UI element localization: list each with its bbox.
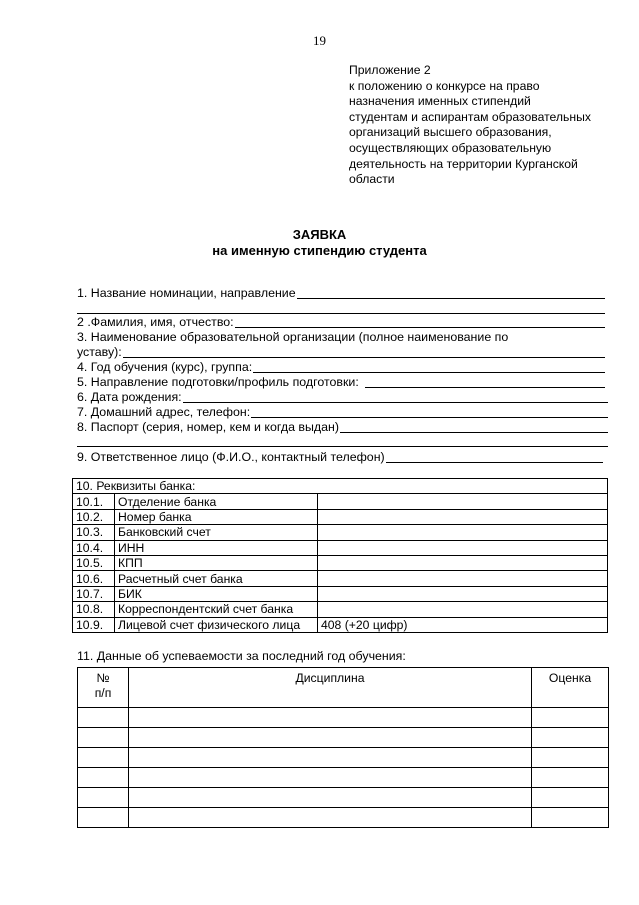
table-row <box>78 728 609 748</box>
page-number: 19 <box>313 33 326 48</box>
grades-cell-grade[interactable] <box>532 808 609 828</box>
bank-row-label: БИК <box>115 586 318 601</box>
bank-row-value[interactable] <box>318 525 608 540</box>
table-row <box>78 788 609 808</box>
table-row <box>73 602 608 617</box>
field-nomination-label: 1. Название номинации, направление <box>77 286 296 300</box>
grades-cell-discipline[interactable] <box>129 788 532 808</box>
field-organization-charter-label: уставу): <box>77 345 122 359</box>
appendix-line: Приложение 2 <box>349 63 431 77</box>
field-passport-label: 8. Паспорт (серия, номер, кем и когда выдан) <box>77 420 339 434</box>
grades-col-number-line1: № <box>96 671 110 685</box>
bank-row-number: 10.1. <box>73 494 115 509</box>
appendix-line: к положению о конкурсе на право <box>349 78 540 93</box>
title-main: ЗАЯВКА <box>292 227 347 242</box>
table-row <box>78 808 609 828</box>
grades-cell-number[interactable] <box>78 748 129 768</box>
table-row <box>73 525 608 540</box>
grades-col-number-line2: п/п <box>94 686 112 700</box>
bank-row-label: Лицевой счет физического лица <box>115 617 318 632</box>
bank-row-number: 10.7. <box>73 586 115 601</box>
table-row <box>73 494 608 509</box>
grades-cell-grade[interactable] <box>532 768 609 788</box>
field-full-name[interactable] <box>77 315 605 330</box>
appendix-line: осуществляющих образовательную <box>349 140 552 155</box>
field-organization-label: 3. Наименование образовательной организации (полное наименование по <box>77 330 509 344</box>
bank-row-label: Корреспондентский счет банка <box>115 602 318 617</box>
table-row <box>73 555 608 570</box>
bank-row-value[interactable]: 408 (+20 цифр) <box>318 617 608 632</box>
appendix-line: деятельность на территории Курганской <box>349 156 578 171</box>
grades-cell-number[interactable] <box>78 708 129 728</box>
field-passport-extra-line[interactable] <box>77 446 608 447</box>
grades-header-row <box>78 668 609 708</box>
field-birth-date-label: 6. Дата рождения: <box>77 390 182 404</box>
field-study-direction[interactable] <box>77 375 605 390</box>
bank-row-label: Банковский счет <box>115 525 318 540</box>
field-responsible-person-label: 9. Ответственное лицо (Ф.И.О., контактный телефон) <box>77 450 385 464</box>
grades-cell-discipline[interactable] <box>129 728 532 748</box>
table-row <box>78 768 609 788</box>
grades-caption: 11. Данные об успеваемости за последний год обучения: <box>77 649 406 663</box>
grades-cell-discipline[interactable] <box>129 708 532 728</box>
bank-row-label: Номер банка <box>115 509 318 524</box>
grades-cell-number[interactable] <box>78 768 129 788</box>
bank-row-value[interactable] <box>318 571 608 586</box>
table-row <box>78 708 609 728</box>
bank-header: 10. Реквизиты банка: <box>73 479 608 494</box>
table-row <box>73 571 608 586</box>
grades-table <box>77 667 609 828</box>
appendix-line: назначения именных стипендий <box>349 94 531 109</box>
bank-row-label: ИНН <box>115 540 318 555</box>
bank-row-value[interactable] <box>318 509 608 524</box>
field-home-address[interactable] <box>77 405 608 420</box>
bank-row-label: КПП <box>115 555 318 570</box>
grades-cell-discipline[interactable] <box>129 748 532 768</box>
field-responsible-person[interactable] <box>77 450 603 465</box>
grades-cell-discipline[interactable] <box>129 808 532 828</box>
bank-details-table <box>72 478 608 633</box>
field-year-group[interactable] <box>77 360 605 375</box>
grades-cell-grade[interactable] <box>532 728 609 748</box>
grades-col-number <box>78 668 129 708</box>
field-organization-charter[interactable] <box>77 345 605 360</box>
grades-cell-number[interactable] <box>78 728 129 748</box>
table-row <box>73 586 608 601</box>
bank-row-number: 10.4. <box>73 540 115 555</box>
bank-row-number: 10.3. <box>73 525 115 540</box>
appendix-note <box>349 63 617 188</box>
table-row <box>78 748 609 768</box>
bank-row-label: Отделение банка <box>115 494 318 509</box>
bank-row-value[interactable] <box>318 555 608 570</box>
title-sub: на именную стипендию студента <box>212 243 427 258</box>
table-row <box>73 540 608 555</box>
field-birth-date[interactable] <box>77 390 608 405</box>
bank-row-number: 10.9. <box>73 617 115 632</box>
bank-row-number: 10.6. <box>73 571 115 586</box>
grades-col-discipline: Дисциплина <box>129 668 532 708</box>
bank-header-row <box>73 479 608 494</box>
bank-row-number: 10.8. <box>73 602 115 617</box>
appendix-line: студентам и аспирантам образовательных <box>349 109 591 124</box>
grades-cell-discipline[interactable] <box>129 768 532 788</box>
grades-cell-grade[interactable] <box>532 708 609 728</box>
grades-cell-grade[interactable] <box>532 788 609 808</box>
grades-col-grade: Оценка <box>532 668 609 708</box>
grades-cell-number[interactable] <box>78 808 129 828</box>
bank-row-number: 10.2. <box>73 509 115 524</box>
appendix-line: области <box>349 172 395 187</box>
field-full-name-label: 2 .Фамилия, имя, отчество: <box>77 315 234 329</box>
bank-row-value[interactable] <box>318 540 608 555</box>
grades-cell-number[interactable] <box>78 788 129 808</box>
field-home-address-label: 7. Домашний адрес, телефон: <box>77 405 251 419</box>
appendix-line: организаций высшего образования, <box>349 125 552 140</box>
field-nomination[interactable] <box>77 286 605 301</box>
field-passport[interactable] <box>77 420 608 435</box>
grades-cell-grade[interactable] <box>532 748 609 768</box>
field-nomination-extra-line[interactable] <box>77 313 605 314</box>
document-title <box>0 227 639 259</box>
bank-row-value[interactable] <box>318 602 608 617</box>
bank-row-number: 10.5. <box>73 555 115 570</box>
table-row <box>73 617 608 632</box>
table-row <box>73 509 608 524</box>
bank-row-value[interactable] <box>318 494 608 509</box>
bank-row-label: Расчетный счет банка <box>115 571 318 586</box>
bank-row-value[interactable] <box>318 586 608 601</box>
field-year-group-label: 4. Год обучения (курс), группа: <box>77 360 253 374</box>
field-organization <box>77 330 605 345</box>
field-study-direction-label: 5. Направление подготовки/профиль подготовки: <box>77 375 359 389</box>
